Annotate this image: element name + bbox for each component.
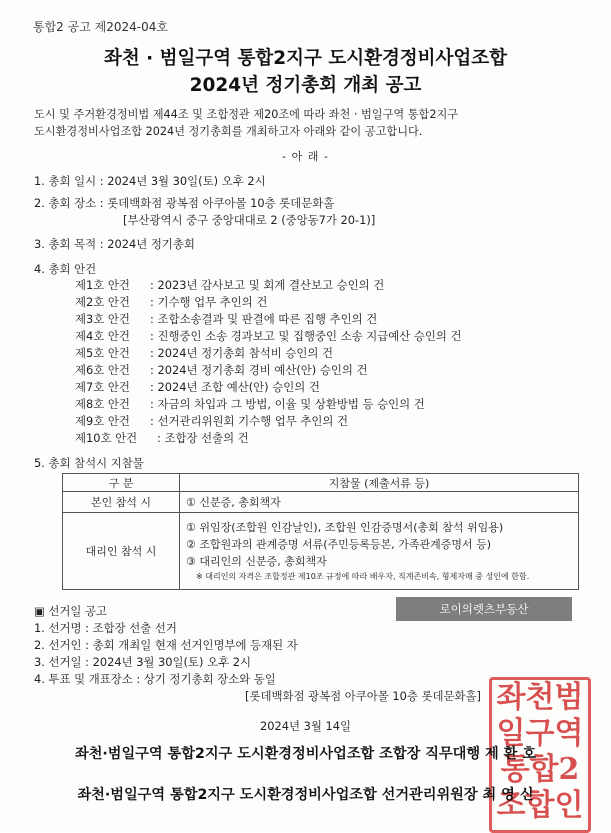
- self-attendance-label: 본인 참석 시: [63, 492, 180, 513]
- agenda-no-3: 제3호 안건: [75, 312, 130, 326]
- agenda-no-2: 제2호 안건: [75, 295, 130, 309]
- election-venue: [롯데백화점 광복점 아쿠아몰 10층 롯데문화홀]: [245, 689, 481, 703]
- agenda-text-8: : 자금의 차입과 그 방법, 이율 및 상환방법 등 승인의 건: [150, 397, 425, 411]
- agenda-heading: 4. 총회 안건: [34, 262, 97, 276]
- table-header-row: [63, 474, 579, 492]
- title-line-2: 2024년 정기총회 개최 공고: [189, 75, 422, 96]
- intro-line-2: 도시환경정비사업조합 2024년 정기총회를 개최하고자 아래와 같이 공고합니다.: [34, 125, 423, 138]
- agenda-no-4: 제4호 안건: [75, 329, 130, 343]
- proxy-doc-3: ③ 대리인의 신분증, 총회책자: [186, 555, 327, 568]
- table-row-self: [63, 492, 579, 513]
- self-attendance-docs: ① 신분증, 총회책자: [180, 492, 579, 513]
- meeting-date: 1. 총회 일시 : 2024년 3월 30일(토) 오후 2시: [34, 174, 266, 188]
- agenda-text-4: : 진행중인 소송 경과보고 및 집행중인 소송 지급예산 승인의 건: [150, 329, 462, 343]
- notice-date: 2024년 3월 14일: [260, 719, 351, 733]
- agenda-text-6: : 2024년 정기총회 경비 예산(안) 승인의 건: [150, 363, 368, 377]
- watermark-banner: 로이의렛츠부동산 http://letsbudongsan.com: [396, 597, 572, 621]
- proxy-doc-2: ② 조합원과의 관계증명 서류(주민등록등본, 가족관계증명서 등): [186, 538, 492, 551]
- agenda-no-1: 제1호 안건: [75, 278, 130, 292]
- agenda-text-3: : 조합소송결과 및 판결에 따른 집행 추인의 건: [150, 312, 378, 326]
- agenda-no-7: 제7호 안건: [75, 380, 130, 394]
- table-header-items: 지참물 (제출서류 등): [180, 474, 579, 492]
- agenda-text-9: : 선거관리위원회 기수행 업무 추인의 건: [150, 414, 349, 428]
- agenda-no-5: 제5호 안건: [75, 346, 130, 360]
- seal-stamp: 좌천범 일구역 통합2 조합인: [489, 677, 591, 833]
- election-line-1: 1. 선거명 : 조합장 선출 선거: [34, 621, 177, 635]
- agenda-text-10: : 조합장 선출의 건: [157, 431, 249, 445]
- proxy-attendance-label: 대리인 참석 시: [63, 513, 180, 590]
- election-line-3: 3. 선거일 : 2024년 3월 30일(토) 오후 2시: [34, 655, 251, 669]
- agenda-no-6: 제6호 안건: [75, 363, 130, 377]
- meeting-purpose: 3. 총회 목적 : 2024년 정기총회: [34, 237, 195, 251]
- agenda-text-2: : 기수행 업무 추인의 건: [150, 295, 268, 309]
- election-heading: ▣ 선거일 공고: [34, 604, 108, 618]
- notice-number: 통합2 공고 제2024-04호: [33, 20, 168, 34]
- agenda-text-1: : 2023년 감사보고 및 회계 결산보고 승인의 건: [150, 278, 385, 292]
- table-header-category: 구 분: [63, 474, 180, 492]
- agenda-no-10: 제10호 안건: [75, 431, 138, 445]
- proxy-doc-1: ① 위임장(조합원 인감날인), 조합원 인감증명서(총회 참석 위임용): [186, 521, 504, 534]
- election-line-2: 2. 선거인 : 총회 개최일 현재 선거인명부에 등재된 자: [34, 638, 298, 652]
- signature-election-committee: 좌천·범일구역 통합2지구 도시환경정비사업조합 선거관리위원장 최 영 신: [77, 787, 534, 803]
- below-marker: - 아 래 -: [282, 150, 329, 163]
- agenda-text-7: : 2024년 조합 예산(안) 승인의 건: [150, 380, 320, 394]
- meeting-address: [부산광역시 중구 중앙대대로 2 (중앙동7가 20-1)]: [123, 213, 376, 227]
- agenda-no-9: 제9호 안건: [75, 414, 130, 428]
- election-line-4: 4. 투표 및 개표장소 : 상기 정기총회 장소와 동일: [34, 672, 276, 686]
- agenda-text-5: : 2024년 정기총회 참석비 승인의 건: [150, 346, 333, 360]
- title-line-1: 좌천 · 범일구역 통합2지구 도시환경정비사업조합: [103, 48, 508, 69]
- meeting-place: 2. 총회 장소 : 롯데백화점 광복점 아쿠아몰 10층 롯데문화홀: [34, 196, 335, 210]
- agenda-no-8: 제8호 안건: [75, 397, 130, 411]
- items-heading: 5. 총회 참석시 지참물: [34, 456, 144, 470]
- table-row-proxy: [63, 513, 579, 590]
- proxy-note: ※ 대리인의 자격은 조합정관 제10조 규정에 따라 배우자, 직계존비속, 형제자매 중 성인에 한함.: [196, 572, 530, 581]
- signature-chairman: 좌천·범일구역 통합2지구 도시환경정비사업조합 조합장 직무대행 제 환 호: [75, 746, 536, 762]
- required-items-table: [62, 473, 579, 590]
- proxy-attendance-docs: [180, 513, 579, 590]
- intro-line-1: 도시 및 주거환경정비법 제44조 및 조합정관 제20조에 따라 좌천 · 범일구역 통합2지구: [34, 108, 459, 121]
